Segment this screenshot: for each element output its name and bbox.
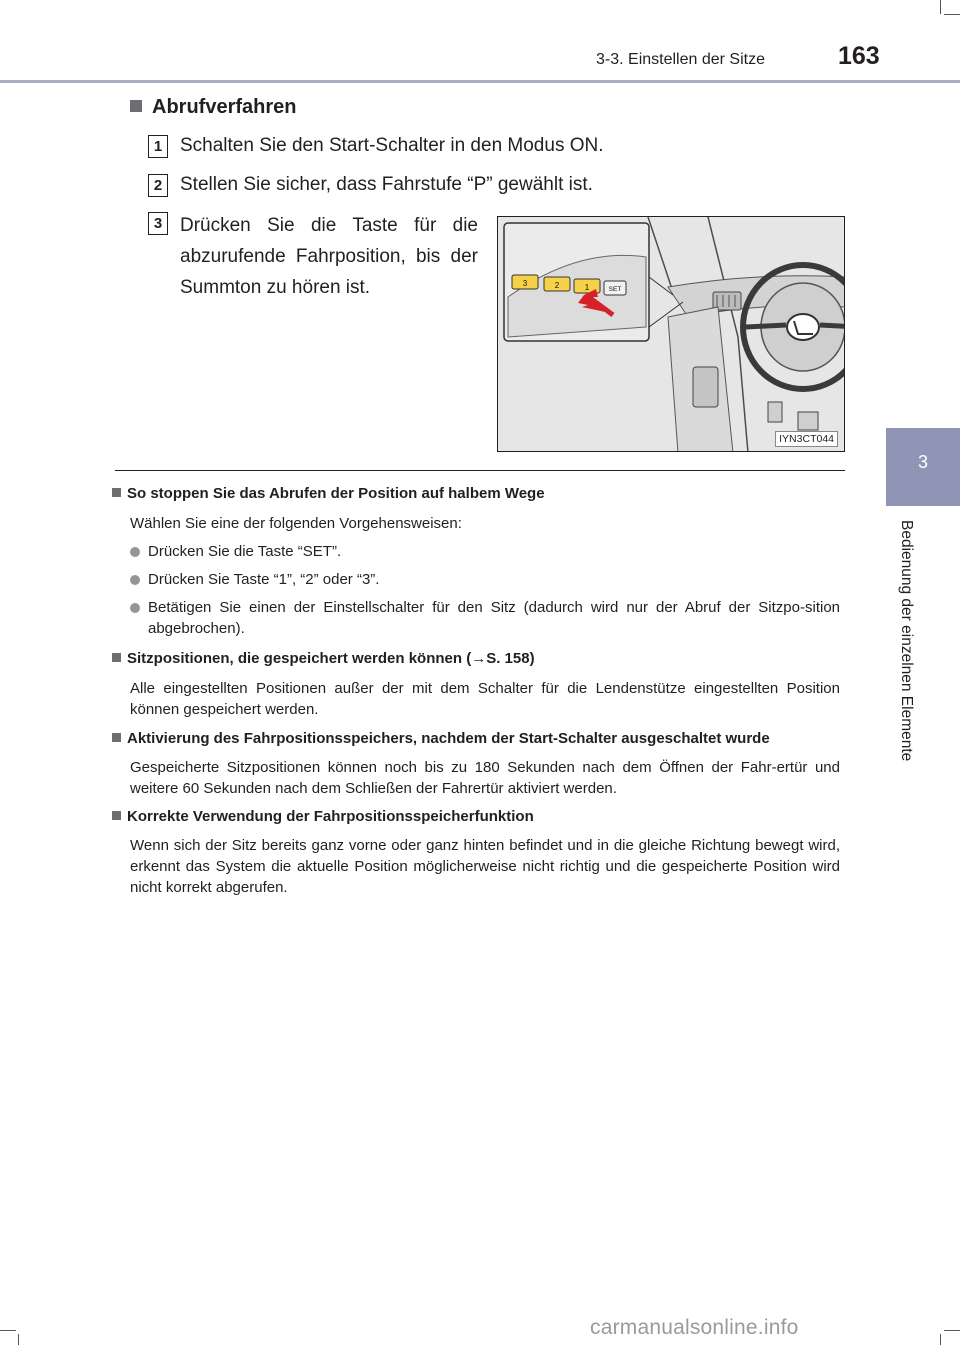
step-text-2: Stellen Sie sicher, dass Fahrstufe “P” gewählt ist.	[180, 174, 593, 195]
note-text-1: Wählen Sie eine der folgenden Vorgehensweisen:	[130, 515, 462, 532]
button-label-3: 3	[522, 279, 528, 288]
note-heading-text: Sitzpositionen, die gespeichert werden können (→S. 158)	[127, 650, 535, 667]
crop-mark	[0, 1330, 16, 1331]
section-heading	[130, 96, 296, 119]
crop-mark	[940, 1334, 941, 1345]
bullet-dot-icon	[130, 575, 140, 585]
note-heading-2	[112, 650, 535, 667]
section-heading-text: Abrufverfahren	[152, 96, 297, 118]
section-divider	[115, 470, 845, 471]
list-item	[130, 541, 840, 562]
square-bullet-icon	[112, 733, 121, 742]
header-rule	[0, 80, 960, 83]
dashboard-illustration	[497, 216, 845, 452]
bullet-dot-icon	[130, 547, 140, 557]
page-number: 163	[838, 42, 880, 70]
step-text-1: Schalten Sie den Start-Schalter in den Modus ON.	[180, 135, 604, 156]
square-bullet-icon	[112, 653, 121, 662]
square-bullet-icon	[112, 488, 121, 497]
note-heading-text: Korrekte Verwendung der Fahrpositionsspeicherfunktion	[127, 808, 534, 825]
button-label-set: SET	[608, 286, 622, 293]
note-heading-3	[112, 730, 770, 747]
list-item	[130, 597, 840, 639]
dashboard-drawing	[498, 217, 845, 452]
list-item-text: Betätigen Sie einen der Einstellschalter für den Sitz (dadurch wird nur der Abruf der Sitzpo-sition abgebrochen).	[148, 599, 840, 637]
note-text-4: Wenn sich der Sitz bereits ganz vorne oder ganz hinten befindet und in die gleiche Richtung bewegt wird, erkennt das System die aktuelle Position möglicherweise nicht richtig und die gespeicherte Position wird nicht korrekt abgerufen.	[130, 837, 840, 896]
note-heading-4	[112, 808, 534, 825]
list-item-text: Drücken Sie Taste “1”, “2” oder “3”.	[148, 571, 380, 588]
chapter-tab	[886, 428, 960, 506]
chapter-number: 3	[917, 452, 928, 472]
square-bullet-icon	[130, 100, 142, 112]
section-title: 3-3. Einstellen der Sitze	[596, 51, 765, 68]
bullet-dot-icon	[130, 603, 140, 613]
watermark: carmanualsonline.info	[590, 1316, 799, 1339]
button-label-2: 2	[554, 281, 560, 290]
step-number-1: 1	[148, 135, 168, 158]
figure-code: IYN3CT044	[775, 431, 838, 447]
step-number-3: 3	[148, 212, 168, 235]
note-text-3: Gespeicherte Sitzpositionen können noch bis zu 180 Sekunden nach dem Öffnen der Fahr-ertür und weitere 60 Sekunden nach dem Schließen der Fahrertür aktiviert werden.	[130, 759, 840, 797]
step-text-3: Drücken Sie die Taste für die abzurufende Fahrposition, bis der Summton zu hören ist.	[180, 215, 478, 298]
note-heading-text: So stoppen Sie das Abrufen der Position auf halbem Wege	[127, 485, 545, 502]
step-number-2: 2	[148, 174, 168, 197]
crop-mark	[944, 14, 960, 15]
note-heading-1	[112, 485, 545, 502]
crop-mark	[18, 1334, 19, 1345]
note-heading-text: Aktivierung des Fahrpositionsspeichers, nachdem der Start-Schalter ausgeschaltet wurde	[127, 730, 770, 747]
list-item	[130, 569, 840, 590]
square-bullet-icon	[112, 811, 121, 820]
chapter-title: Bedienung der einzelnen Elemente	[898, 520, 915, 762]
list-item-text: Drücken Sie die Taste “SET”.	[148, 543, 342, 560]
note-text-2: Alle eingestellten Positionen außer der mit dem Schalter für die Lendenstütze eingestellten Position können gespeichert werden.	[130, 680, 840, 718]
crop-mark	[940, 0, 941, 14]
crop-mark	[944, 1330, 960, 1331]
button-label-1: 1	[584, 283, 590, 292]
